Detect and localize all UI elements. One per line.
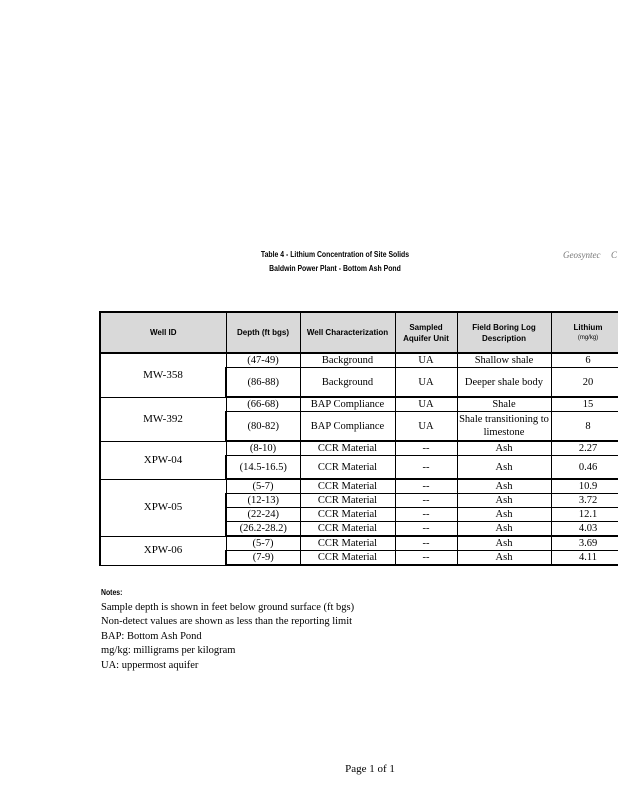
characterization-cell: CCR Material <box>300 522 395 537</box>
note-line: mg/kg: milligrams per kilogram <box>101 645 236 656</box>
aquifer-cell: -- <box>395 479 457 494</box>
note-line: Non-detect values are shown as less than the reporting limit <box>101 616 353 627</box>
description-cell: Ash <box>457 456 551 480</box>
table-row <box>100 397 618 412</box>
col-header: Well ID <box>100 312 226 353</box>
depth-cell: (12-13) <box>226 494 300 508</box>
table-title: Table 4 - Lithium Concentration of Site Solids <box>260 250 410 259</box>
characterization-cell: CCR Material <box>300 494 395 508</box>
lithium-cell: 4.11 <box>551 551 618 566</box>
depth-cell: (5-7) <box>226 479 300 494</box>
depth-cell: (47-49) <box>226 353 300 368</box>
characterization-cell: CCR Material <box>300 508 395 522</box>
lithium-cell: 4.03 <box>551 522 618 537</box>
well-id-cell: MW-358 <box>100 353 226 397</box>
well-id-cell: XPW-04 <box>100 441 226 479</box>
lithium-cell: 8 <box>551 412 618 442</box>
table-row <box>100 441 618 456</box>
aquifer-cell: -- <box>395 522 457 537</box>
well-id-cell: XPW-05 <box>100 479 226 536</box>
col-header: Sampled Aquifer Unit <box>395 312 457 353</box>
lithium-cell: 2.27 <box>551 441 618 456</box>
note-line: UA: uppermost aquifer <box>101 659 199 671</box>
description-cell: Ash <box>457 441 551 456</box>
characterization-cell: CCR Material <box>300 456 395 480</box>
lithium-cell: 0.46 <box>551 456 618 480</box>
characterization-cell: BAP Compliance <box>300 397 395 412</box>
lithium-cell: 15 <box>551 397 618 412</box>
col-header: Field Boring Log Description <box>457 312 551 353</box>
characterization-cell: BAP Compliance <box>300 412 395 442</box>
depth-cell: (80-82) <box>226 412 300 442</box>
aquifer-cell: UA <box>395 397 457 412</box>
depth-cell: (8-10) <box>226 441 300 456</box>
depth-cell: (86-88) <box>226 368 300 398</box>
col-header: Lithium (mg/kg) <box>551 312 618 353</box>
lithium-cell: 3.72 <box>551 494 618 508</box>
aquifer-cell: -- <box>395 551 457 566</box>
note-line: Sample depth is shown in feet below ground surface (ft bgs) <box>101 601 355 613</box>
depth-cell: (26.2-28.2) <box>226 522 300 537</box>
depth-cell: (5-7) <box>226 536 300 551</box>
description-cell: Shale <box>457 397 551 412</box>
description-cell: Shallow shale <box>457 353 551 368</box>
description-cell: Ash <box>457 536 551 551</box>
description-cell: Ash <box>457 508 551 522</box>
depth-cell: (7-9) <box>226 551 300 566</box>
table-header-row <box>100 312 618 353</box>
description-cell: Ash <box>457 551 551 566</box>
aquifer-cell: UA <box>395 368 457 398</box>
table-row <box>100 479 618 494</box>
brand-logo-text-cut: C <box>611 250 618 260</box>
page-number: Page 1 of 1 <box>345 763 395 775</box>
description-cell: Ash <box>457 479 551 494</box>
aquifer-cell: -- <box>395 494 457 508</box>
lithium-cell: 12.1 <box>551 508 618 522</box>
lithium-table <box>99 311 618 566</box>
description-cell: Deeper shale body <box>457 368 551 398</box>
well-id-cell: XPW-06 <box>100 536 226 565</box>
col-header: Well Characterization <box>300 312 395 353</box>
depth-cell: (22-24) <box>226 508 300 522</box>
notes-heading: Notes: <box>101 588 123 597</box>
characterization-cell: CCR Material <box>300 551 395 566</box>
brand-logo-text: Geosyntec <box>563 250 601 260</box>
description-cell: Ash <box>457 522 551 537</box>
characterization-cell: CCR Material <box>300 441 395 456</box>
characterization-cell: CCR Material <box>300 536 395 551</box>
col-header: Depth (ft bgs) <box>226 312 300 353</box>
aquifer-cell: UA <box>395 412 457 442</box>
depth-cell: (66-68) <box>226 397 300 412</box>
aquifer-cell: UA <box>395 353 457 368</box>
notes-section <box>101 586 354 673</box>
description-cell: Shale transitioning to limestone <box>457 412 551 442</box>
depth-cell: (14.5-16.5) <box>226 456 300 480</box>
lithium-cell: 3.69 <box>551 536 618 551</box>
note-line: BAP: Bottom Ash Pond <box>101 630 202 642</box>
lithium-cell: 6 <box>551 353 618 368</box>
well-id-cell: MW-392 <box>100 397 226 441</box>
table-row <box>100 353 618 368</box>
description-cell: Ash <box>457 494 551 508</box>
aquifer-cell: -- <box>395 508 457 522</box>
characterization-cell: Background <box>300 368 395 398</box>
aquifer-cell: -- <box>395 456 457 480</box>
aquifer-cell: -- <box>395 441 457 456</box>
characterization-cell: Background <box>300 353 395 368</box>
table-row <box>100 536 618 551</box>
table-subtitle: Baldwin Power Plant - Bottom Ash Pond <box>269 264 401 273</box>
characterization-cell: CCR Material <box>300 479 395 494</box>
aquifer-cell: -- <box>395 536 457 551</box>
lithium-cell: 10.9 <box>551 479 618 494</box>
lithium-cell: 20 <box>551 368 618 398</box>
